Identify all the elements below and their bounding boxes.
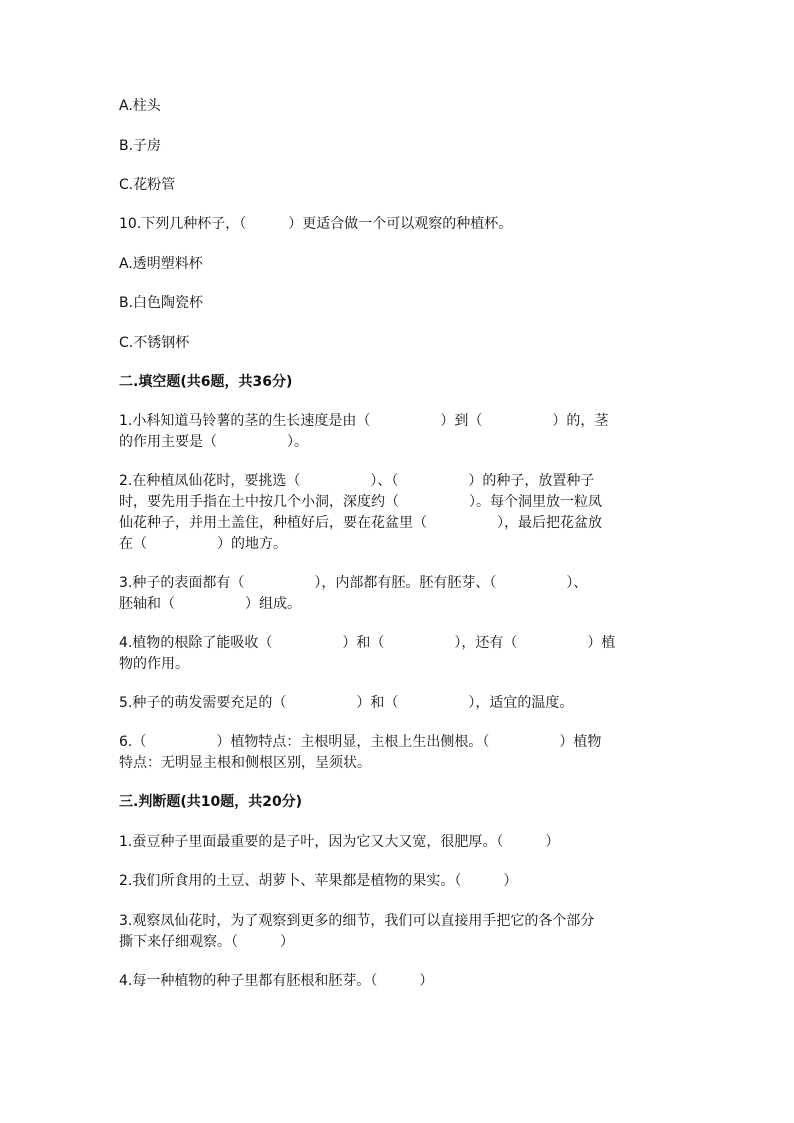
judge-item-3-line-1: 3.观察凤仙花时，为了观察到更多的细节，我们可以直接用手把它的各个部分 xyxy=(119,913,595,929)
fill-item-1-line-1: 1.小科知道马铃薯的茎的生长速度是由（ ）到（ ）的，茎 xyxy=(119,413,609,429)
judge-item-2-line-1: 2.我们所食用的土豆、胡萝卜、苹果都是植物的果实。（ ） xyxy=(119,873,518,889)
fill-item-2-line-3: 仙花种子，并用土盖住，种植好后，要在花盆里（ ），最后把花盆放 xyxy=(119,515,602,531)
fill-item-6-line-2: 特点：无明显主根和侧根区别，呈须状。 xyxy=(119,755,371,771)
q10-option-a: A.透明塑料杯 xyxy=(119,256,203,272)
fill-item-3-line-1: 3.种子的表面都有（ ），内部都有胚。胚有胚芽、（ ）、 xyxy=(119,575,588,591)
q9-option-a: A.柱头 xyxy=(119,98,161,114)
judge-item-1-line-1: 1.蚕豆种子里面最重要的是子叶，因为它又大又宽，很肥厚。（ ） xyxy=(119,834,560,850)
judge-item-3-line-2: 撕下来仔细观察。（ ） xyxy=(119,934,294,950)
fill-item-4-line-2: 物的作用。 xyxy=(119,656,189,672)
fill-item-2-line-4: 在（ ）的地方。 xyxy=(119,536,287,552)
fill-item-4-line-1: 4.植物的根除了能吸收（ ）和（ ），还有（ ）植 xyxy=(119,635,616,651)
fill-item-6-line-1: 6.（ ）植物特点：主根明显，主根上生出侧根。（ ）植物 xyxy=(119,734,602,750)
q9-option-b: B.子房 xyxy=(119,138,162,154)
fill-item-2-line-2: 时，要先用手指在土中按几个小洞，深度约（ ）。每个洞里放一粒凤 xyxy=(119,494,602,510)
q10-stem: 10.下列几种杯子，（ ）更适合做一个可以观察的种植杯。 xyxy=(119,216,513,232)
fill-section-heading: 二.填空题(共6题，共36分) xyxy=(119,374,293,390)
judge-section-heading: 三.判断题(共10题，共20分) xyxy=(119,794,303,810)
q10-option-c: C.不锈钢杯 xyxy=(119,335,190,351)
fill-item-1-line-2: 的作用主要是（ ）。 xyxy=(119,434,308,450)
q9-option-c: C.花粉管 xyxy=(119,177,176,193)
fill-item-2-line-1: 2.在种植凤仙花时，要挑选（ ）、（ ）的种子，放置种子 xyxy=(119,473,595,489)
judge-item-4-line-1: 4.每一种植物的种子里都有胚根和胚芽。（ ） xyxy=(119,973,434,989)
fill-item-3-line-2: 胚轴和（ ）组成。 xyxy=(119,596,301,612)
q10-option-b: B.白色陶瓷杯 xyxy=(119,295,204,311)
fill-item-5-line-1: 5.种子的萌发需要充足的（ ）和（ ），适宜的温度。 xyxy=(119,695,574,711)
